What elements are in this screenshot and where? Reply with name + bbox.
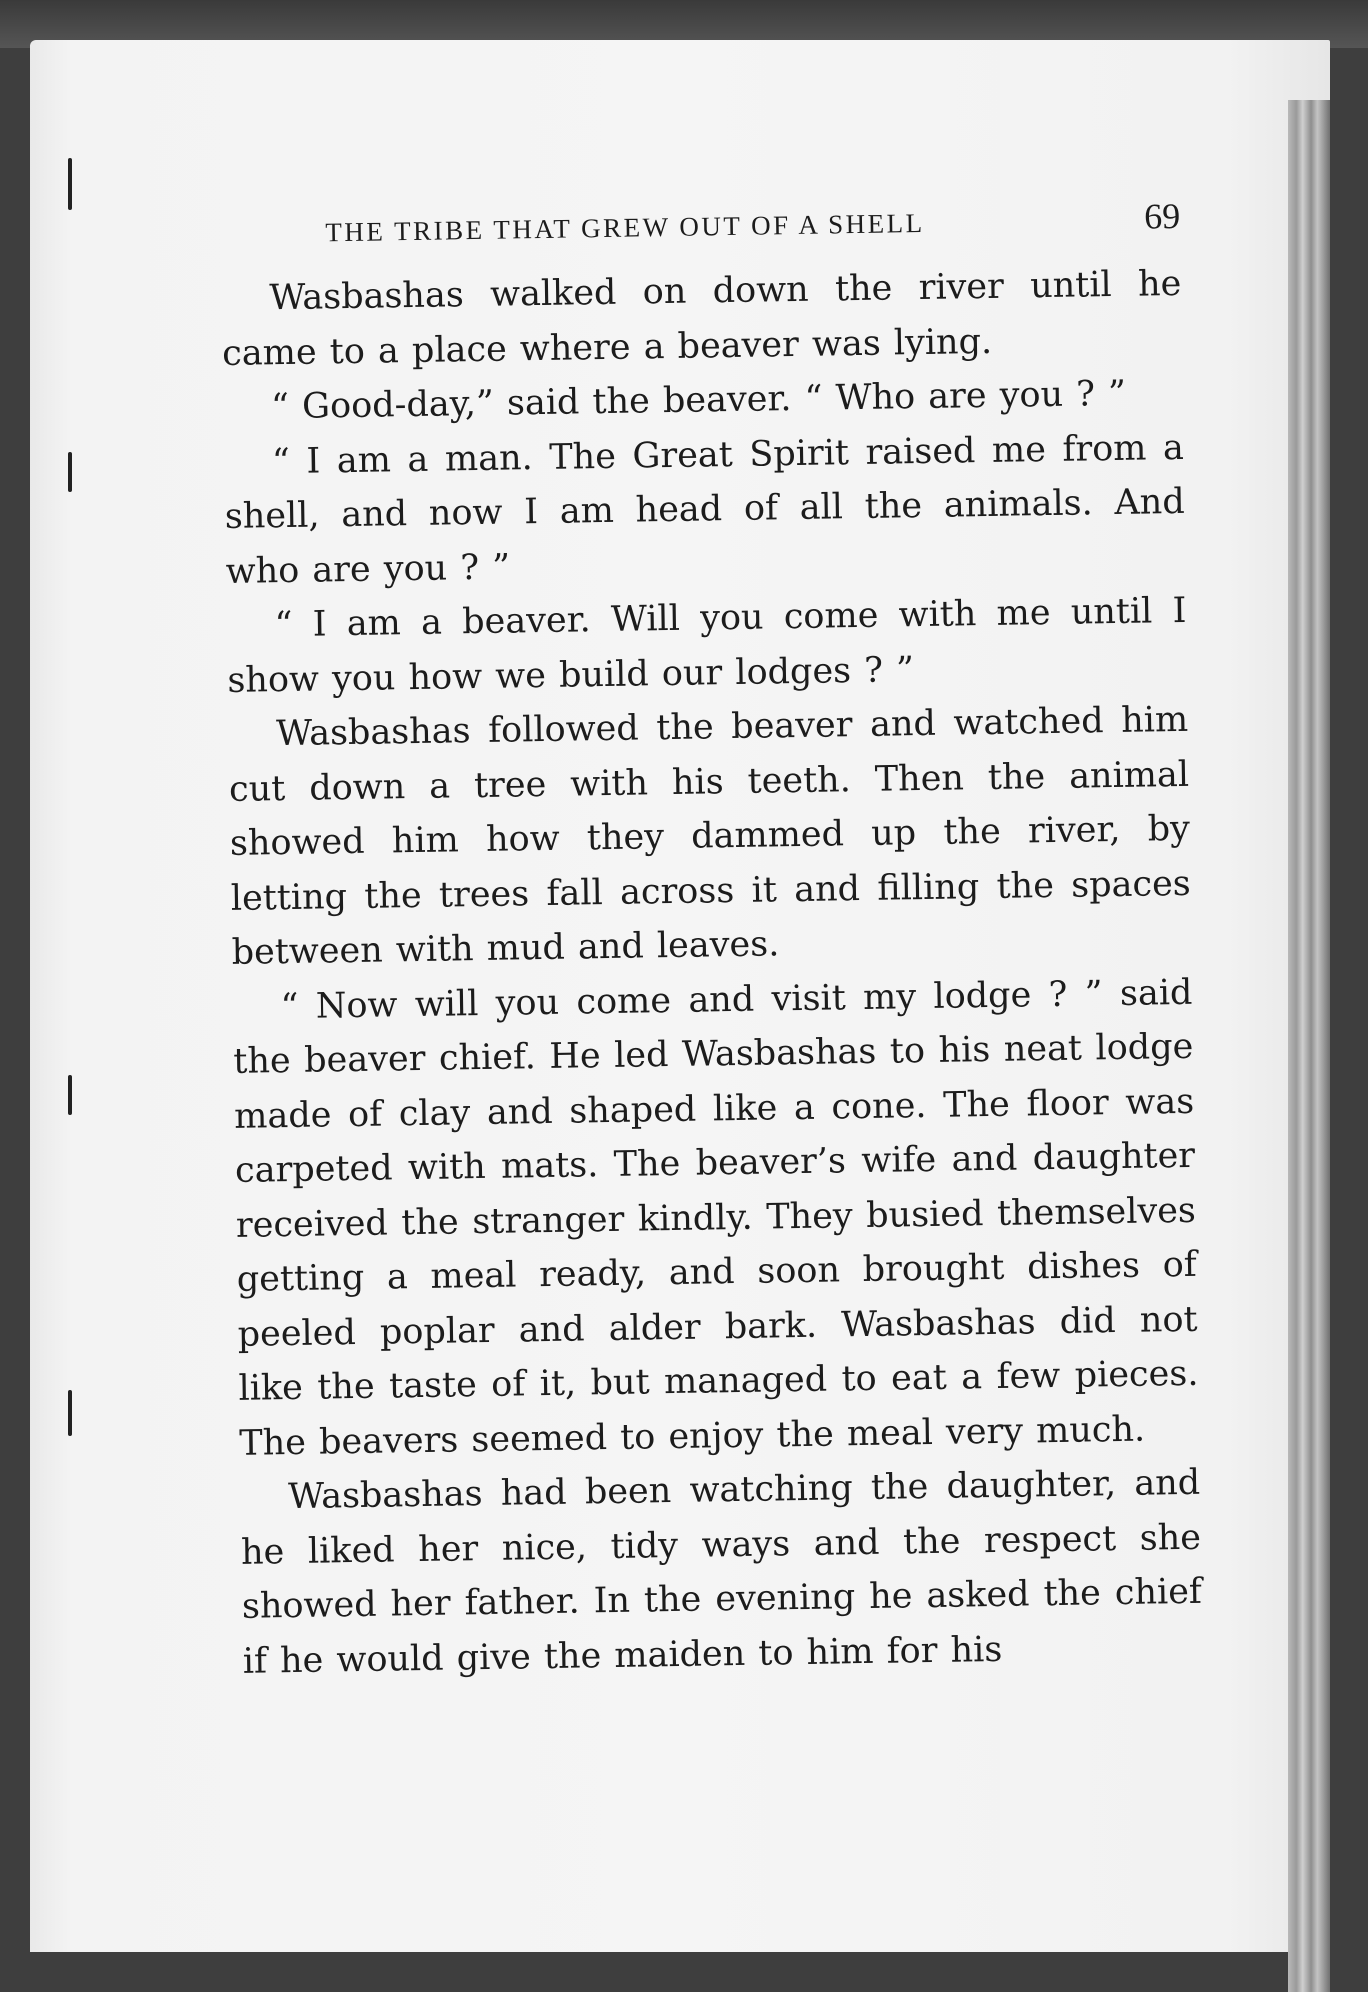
running-title: THE TRIBE THAT GREW OUT OF A SHELL: [325, 207, 925, 248]
left-margin-mark: [68, 1075, 72, 1115]
paragraph: Wasbashas followed the beaver and watched him cut down a tree with his teeth. Then the animal showed him how they dammed up the river, by letting the trees fall across it and filling the spaces between with mud and leaves.: [228, 699, 1192, 973]
running-head: [220, 195, 1181, 252]
paragraph: “ Now will you come and visit my lodge ? ” said the beaver chief. He led Wasbashas to his neat lodge made of clay and shaped like a cone. The floor was carpeted with mats. The beaver’s wife and daughter received the stranger kindly. They busied themselves getting a meal ready, and soon brought dishes of peeled poplar and alder bark. Wasbashas did not like the taste of it, but managed to eat a few pieces. The beavers seemed to enjoy the meal very much.: [233, 972, 1199, 1464]
book-page: [30, 40, 1330, 1952]
paragraph: Wasbashas walked on down the river until he came to a place where a beaver was lying.: [221, 263, 1182, 374]
paragraph: “ Good-day,” said the beaver. “ Who are you ? ”: [270, 373, 1127, 428]
left-margin-mark: [68, 452, 72, 492]
paragraph: “ I am a beaver. Will you come with me until I show you how we build our lodges ? ”: [227, 590, 1187, 701]
left-margin-mark: [68, 1390, 72, 1436]
book-binding-edge: [1288, 100, 1330, 1992]
page-content: [220, 195, 1203, 1689]
left-margin-mark: [68, 158, 72, 210]
paragraph: “ I am a man. The Great Spirit raised me from a shell, and now I am head of all the animals. And who are you ? ”: [224, 427, 1186, 592]
page-number: 69: [1143, 195, 1181, 237]
paragraph: Wasbashas had been watching the daughter, and he liked her nice, tidy ways and the respect she showed her father. In the evening he asked the chief if he would give the maiden to him for his: [240, 1462, 1203, 1682]
